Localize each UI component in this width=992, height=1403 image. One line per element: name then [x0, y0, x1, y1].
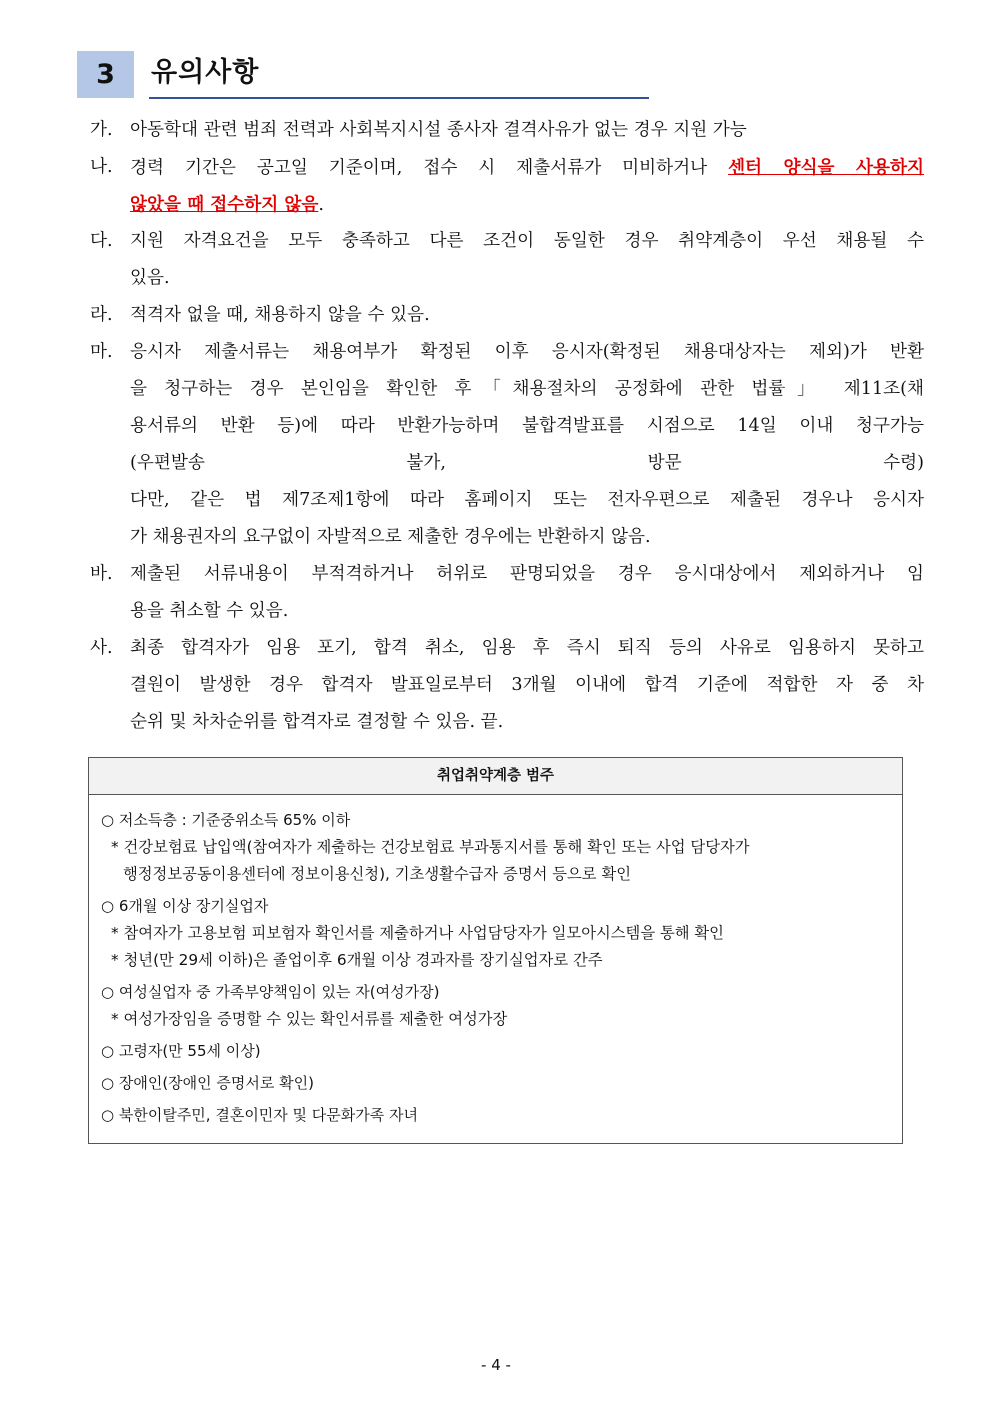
item-line: 을 청구하는 경우 본인임을 확인한 후「채용절차의 공정화에 관한 법률」 제11조(채 [130, 379, 924, 399]
category-group [101, 807, 890, 888]
item-line: (우편발송 불가, 방문 수령) [130, 453, 924, 473]
notice-item [90, 556, 924, 630]
category-bullet: ○ 저소득층 : 기준중위소득 65% 이하 [101, 811, 351, 829]
notice-item [90, 334, 924, 556]
category-group [101, 1102, 890, 1129]
item-line: 결원이 발생한 경우 합격자 발표일로부터 3개월 이내에 합격 기준에 적합한 자 중 차 [130, 675, 924, 695]
box-body [89, 795, 902, 1129]
notice-list [90, 112, 924, 741]
item-line: 최종 합격자가 임용 포기, 합격 취소, 임용 후 즉시 퇴직 등의 사유로 임용하지 못하고 [130, 638, 924, 658]
notice-item [90, 149, 924, 223]
item-marker: 가. [90, 120, 113, 140]
category-note: * 여성가장임을 증명할 수 있는 확인서류를 제출한 여성가장 [111, 1010, 508, 1028]
box-title: 취업취약계층 범주 [89, 758, 902, 795]
item-marker: 사. [90, 638, 113, 658]
item-line: 적격자 없을 때, 채용하지 않을 수 있음. [130, 305, 430, 325]
category-group [101, 1070, 890, 1097]
item-line: 않았을 때 접수하지 않음. [130, 194, 324, 215]
item-marker: 다. [90, 231, 113, 251]
section-number: 3 [77, 51, 134, 98]
item-line: 응시자 제출서류는 채용여부가 확정된 이후 응시자(확정된 채용대상자는 제외)가 반환 [130, 342, 924, 362]
notice-item [90, 223, 924, 297]
emphasis-text: 않았을 때 접수하지 않음 [130, 194, 319, 215]
section-title: 유의사항 [151, 57, 260, 88]
item-marker: 라. [90, 305, 113, 325]
section-header [77, 51, 649, 101]
item-marker: 나. [90, 157, 113, 177]
item-line: 경력 기간은 공고일 기준이며, 접수 시 제출서류가 미비하거나 센터 양식을 사용하지 [130, 157, 924, 178]
section-underline [149, 97, 649, 99]
category-bullet: ○ 고령자(만 55세 이상) [101, 1042, 261, 1060]
category-bullet: ○ 6개월 이상 장기실업자 [101, 897, 269, 915]
category-note: * 건강보험료 납입액(참여자가 제출하는 건강보험료 부과통지서를 통해 확인 또는 사업 담당자가 [111, 838, 750, 856]
item-marker: 바. [90, 564, 113, 584]
category-note: 행정정보공동이용센터에 정보이용신청), 기초생활수급자 증명서 등으로 확인 [123, 865, 632, 883]
item-line: 순위 및 차차순위를 합격자로 결정할 수 있음. 끝. [130, 712, 504, 732]
category-note: * 청년(만 29세 이하)은 졸업이후 6개월 이상 경과자를 장기실업자로 간주 [111, 951, 603, 969]
item-line: 있음. [130, 268, 170, 288]
category-group [101, 893, 890, 974]
item-line: 지원 자격요건을 모두 충족하고 다른 조건이 동일한 경우 취약계층이 우선 채용될 수 [130, 231, 924, 251]
page-number: - 4 - [481, 1356, 511, 1374]
notice-item [90, 112, 924, 149]
item-line: 용을 취소할 수 있음. [130, 601, 289, 621]
item-line: 용서류의 반환 등)에 따라 반환가능하며 불합격발표를 시점으로 14일 이내 청구가능 [130, 416, 924, 436]
vulnerable-groups-box [88, 757, 903, 1144]
category-group [101, 979, 890, 1033]
item-line: 제출된 서류내용이 부적격하거나 허위로 판명되었을 경우 응시대상에서 제외하거나 임 [130, 564, 924, 584]
category-bullet: ○ 장애인(장애인 증명서로 확인) [101, 1074, 314, 1092]
item-line: 아동학대 관련 범죄 전력과 사회복지시설 종사자 결격사유가 없는 경우 지원 가능 [130, 120, 747, 140]
category-bullet: ○ 여성실업자 중 가족부양책임이 있는 자(여성가장) [101, 983, 440, 1001]
category-note: * 참여자가 고용보험 피보험자 확인서를 제출하거나 사업담당자가 일모아시스템을 통해 확인 [111, 924, 724, 942]
emphasis-text: 센터 양식을 사용하지 [728, 157, 924, 178]
item-line: 다만, 같은 법 제7조제1항에 따라 홈페이지 또는 전자우편으로 제출된 경우나 응시자 [130, 490, 924, 510]
notice-item [90, 297, 924, 334]
category-group [101, 1038, 890, 1065]
notice-item [90, 630, 924, 741]
item-marker: 마. [90, 342, 113, 362]
item-line: 가 채용권자의 요구없이 자발적으로 제출한 경우에는 반환하지 않음. [130, 527, 651, 547]
category-bullet: ○ 북한이탈주민, 결혼이민자 및 다문화가족 자녀 [101, 1106, 419, 1124]
